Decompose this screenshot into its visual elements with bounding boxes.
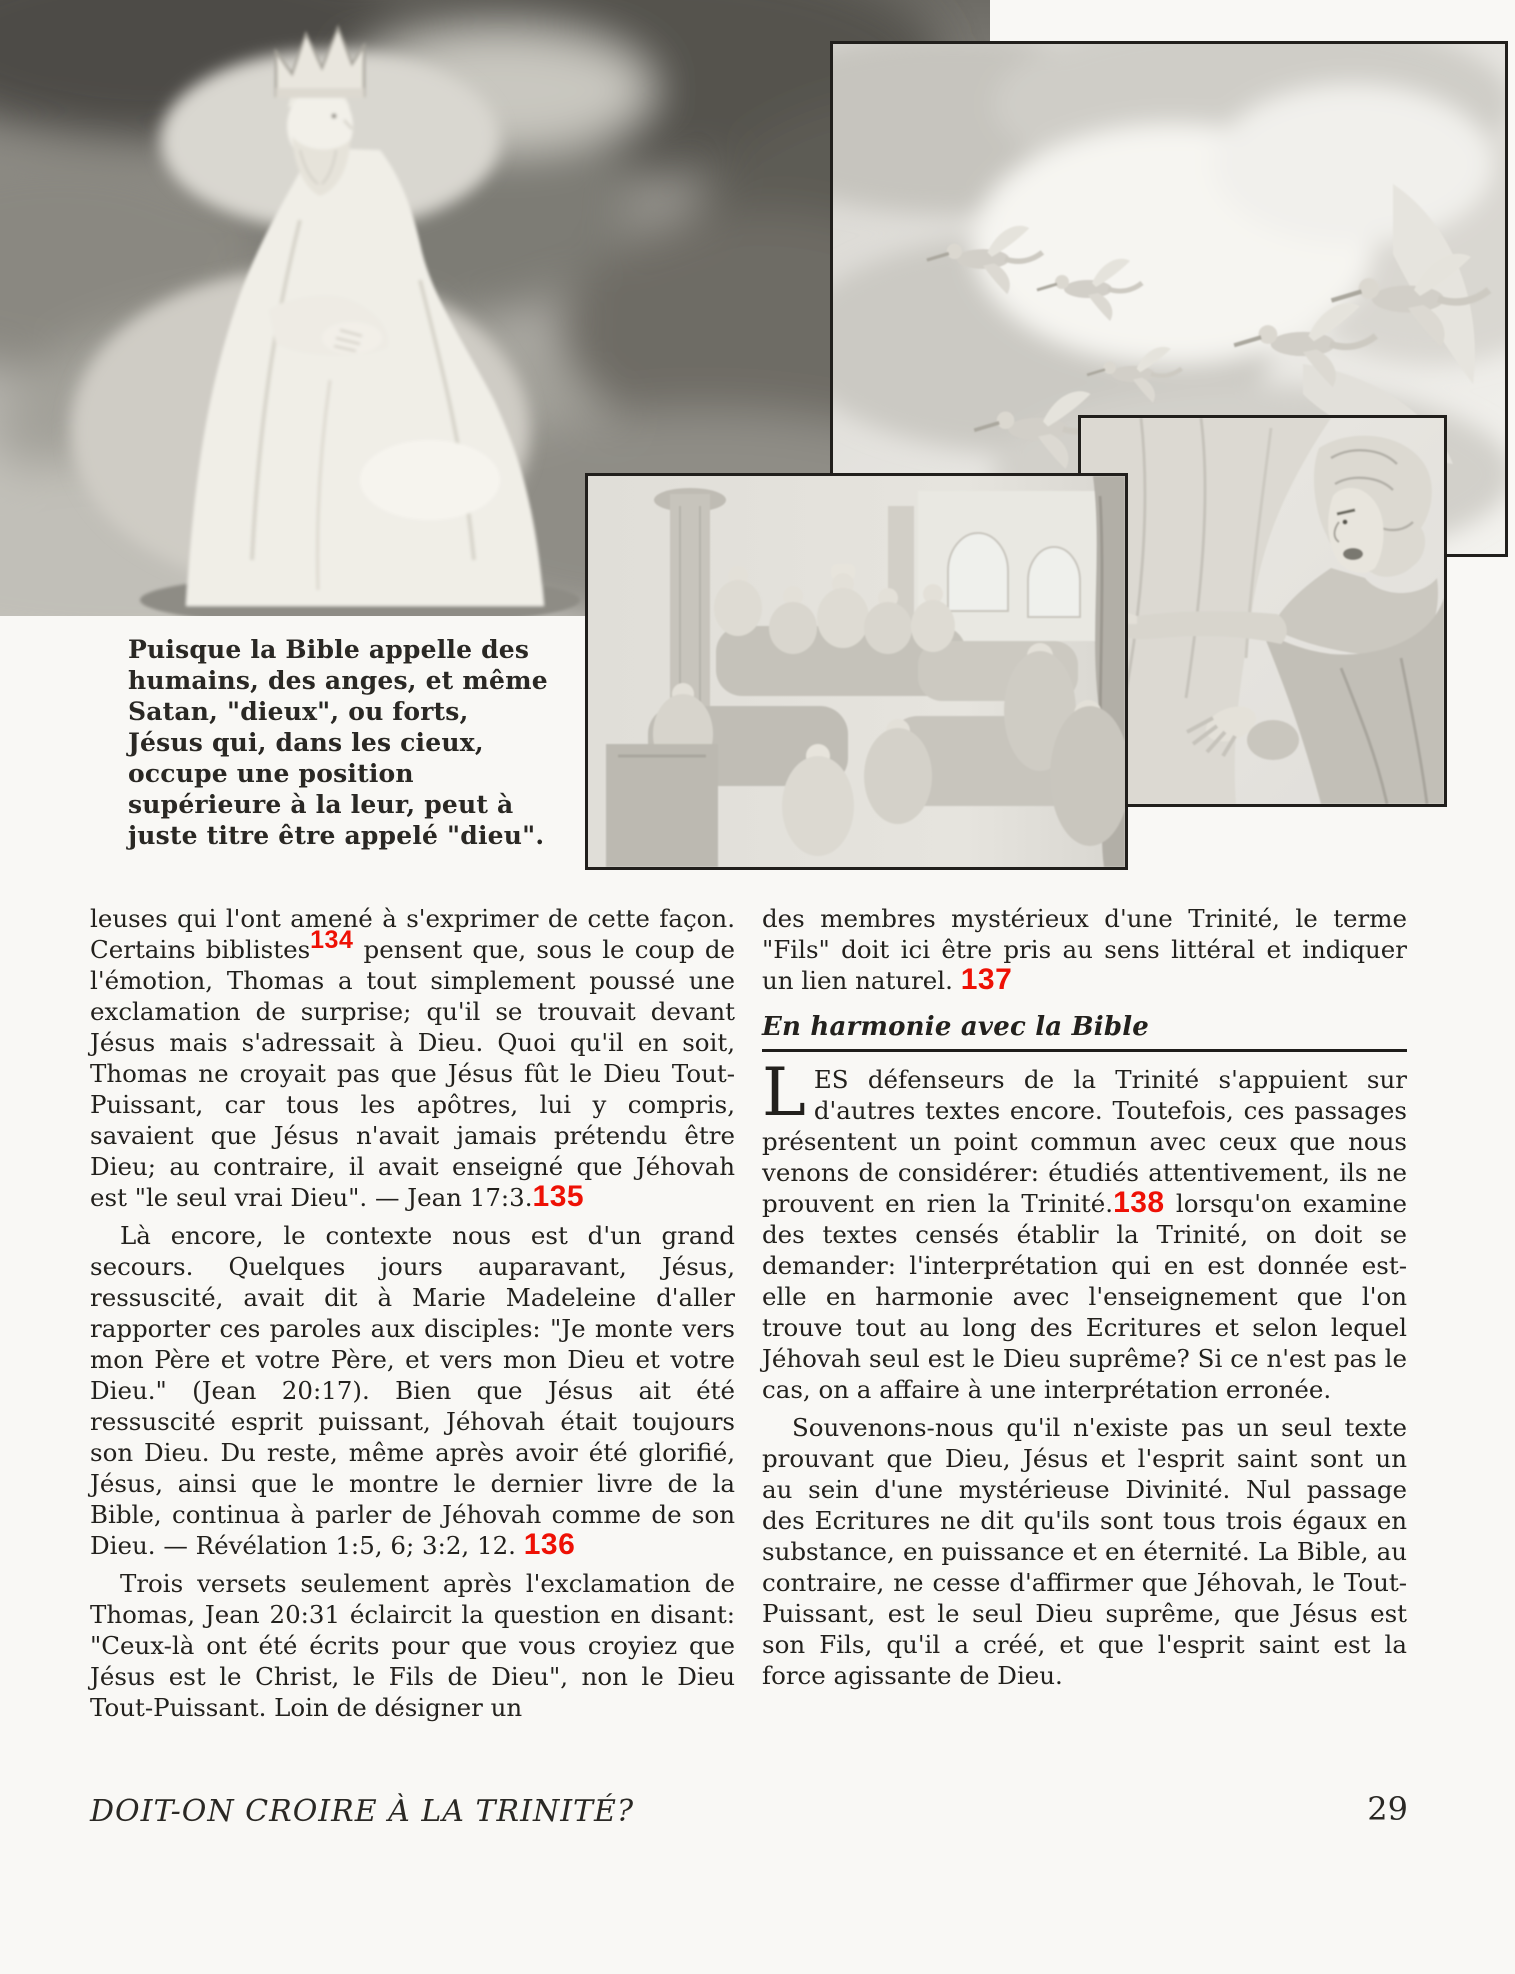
caption-line: Puisque la Bible appelle des	[128, 635, 530, 664]
body-paragraph: LES défenseurs de la Trinité s'appuient sur d'autres textes encore. Toutefois, ces passages présentent un point commun avec ceux que nous venons de considérer: étudiés attentivement, ils ne prouvent en rien la Trinité.138 lorsqu'on examine des textes censés établir la Trinité, on doit se demander: l'interprétation qui en est donnée est-elle en harmonie avec l'enseignement que l'on trouve tout au long des Ecritures et selon lequel Jéhovah seul est le Dieu suprême? Si ce n'est pas le cas, on a affaire à une interprétation erronée.	[762, 1054, 1407, 1404]
caption-line: occupe une position	[128, 759, 414, 788]
heading-rule	[762, 1049, 1407, 1052]
footnote-ref: 134	[310, 926, 354, 954]
footnote-ref: 138	[1113, 1186, 1165, 1219]
caption-line: juste titre être appelé "dieu".	[128, 821, 545, 850]
footnote-ref: 136	[523, 1528, 576, 1561]
running-footer-title: DOIT-ON CROIRE À LA TRINITÉ?	[90, 1794, 635, 1829]
council-artwork	[585, 473, 1128, 870]
caption-line: supérieure à la leur, peut à	[128, 790, 514, 819]
section-heading: En harmonie avec la Bible	[762, 1012, 1150, 1042]
footnote-ref: 137	[960, 963, 1013, 996]
pointing-man-illustration	[1081, 418, 1444, 804]
caption-line: Satan, "dieux", ou forts,	[128, 697, 469, 726]
body-paragraph: des membres mystérieux d'une Trinité, le terme "Fils" doit ici être pris au sens littéral et indiquer un lien naturel. 137	[762, 904, 1407, 996]
footnote-ref: 135	[532, 1180, 585, 1213]
council-illustration	[588, 476, 1125, 867]
body-paragraph: Trois versets seulement après l'exclamation de Thomas, Jean 20:31 éclaircit la question en disant: "Ceux-là ont été écrits pour que vous croyiez que Jésus est le Christ, le Fils de Dieu", non le Dieu Tout-Puissant. Loin de désigner un	[90, 1569, 735, 1722]
accuser-artwork	[1078, 415, 1447, 807]
caption-line: Jésus qui, dans les cieux,	[128, 728, 484, 757]
page-number: 29	[1367, 1790, 1408, 1828]
pull-quote-caption	[128, 634, 606, 851]
body-paragraph: Là encore, le contexte nous est d'un grand secours. Quelques jours auparavant, Jésus, ressuscité, avait dit à Marie Madeleine d'aller rapporter ces paroles aux disciples: "Je monte vers mon Père et votre Père, et vers mon Dieu et votre Dieu." (Jean 20:17). Bien que Jésus ait été ressuscité esprit puissant, Jéhovah était toujours son Dieu. Du reste, même après avoir été glorifié, Jésus, ainsi que le montre le dernier livre de la Bible, continua à parler de Jéhovah comme de son Dieu. — Révélation 1:5, 6; 3:2, 12. 136	[90, 1221, 735, 1561]
right-text-column	[762, 903, 1407, 1698]
caption-line: humains, des anges, et même	[128, 666, 548, 695]
left-text-column	[90, 903, 735, 1730]
body-paragraph: Souvenons-nous qu'il n'existe pas un seul texte prouvant que Dieu, Jésus et l'esprit saint sont un au sein d'une mystérieuse Divinité. Nul passage des Ecritures ne dit qu'ils sont tous trois égaux en substance, en puissance et en éternité. La Bible, au contraire, ne cesse d'affirmer que Jéhovah, le Tout-Puissant, est le seul Dieu suprême, que Jésus est son Fils, qu'il a créé, et que l'esprit saint est la force agissante de Dieu.	[762, 1413, 1407, 1690]
body-paragraph: leuses qui l'ont amené à s'exprimer de cette façon. Certains biblistes134 pensent que, sous le coup de l'émotion, Thomas a tout simplement poussé une exclamation de surprise; qu'il se trouvait devant Jésus mais s'adressait à Dieu. Quoi qu'il en soit, Thomas ne croyait pas que Jésus fût le Dieu Tout-Puissant, car tous les apôtres, lui y compris, savaient que Jésus n'avait jamais prétendu être Dieu; au contraire, il avait enseigné que Jéhovah est "le seul vrai Dieu". — Jean 17:3.135	[90, 904, 736, 1213]
drop-cap: L	[762, 1054, 806, 1131]
